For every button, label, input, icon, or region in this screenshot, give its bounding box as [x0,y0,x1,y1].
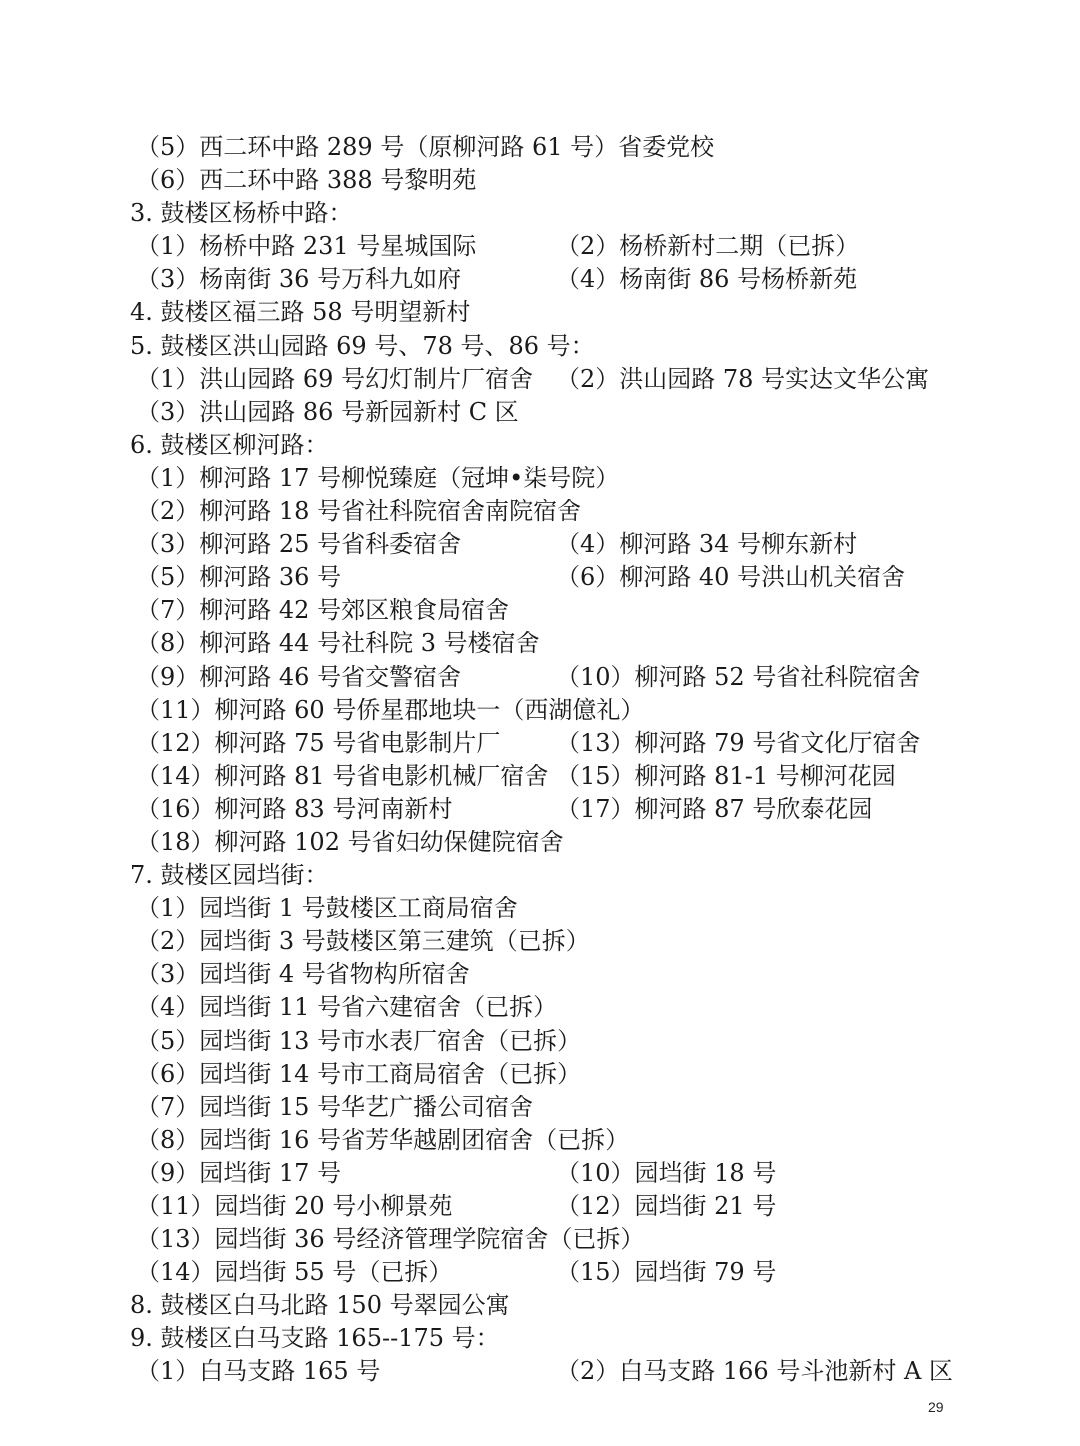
list-item: （9）柳河路 46 号省交警宿舍 （10）柳河路 52 号省社科院宿舍 [136,662,921,691]
list-item: （11）柳河路 60 号侨星郡地块一（西湖億礼） [136,695,645,724]
list-item: （16）柳河路 83 号河南新村 （17）柳河路 87 号欣泰花园 [136,794,873,823]
list-item: （6）西二环中路 388 号黎明苑 [136,166,477,195]
list-item: （3）柳河路 25 号省科委宿舍 （4）柳河路 34 号柳东新村 [136,530,858,559]
list-item: （14）柳河路 81 号省电影机械厂宿舍 （15）柳河路 81-1 号柳河花园 [136,761,896,790]
section-heading: 8. 鼓楼区白马北路 150 号翠园公寓 [130,1291,510,1320]
list-item: （13）园垱街 36 号经济管理学院宿舍（已拆） [136,1225,645,1254]
list-item: （5）柳河路 36 号 （6）柳河路 40 号洪山机关宿舍 [136,563,906,592]
page-number: 29 [928,1399,944,1415]
list-item: （1）洪山园路 69 号幻灯制片厂宿舍 （2）洪山园路 78 号实达文华公寓 [136,364,930,393]
list-item: （8）柳河路 44 号社科院 3 号楼宿舍 [136,629,540,658]
section-heading: 6. 鼓楼区柳河路： [130,430,329,459]
section-heading: 3. 鼓楼区杨桥中路： [130,199,353,228]
list-item: （3）杨南街 36 号万科九如府 （4）杨南街 86 号杨桥新苑 [136,265,858,294]
list-item: （3）园垱街 4 号省物构所宿舍 [136,960,470,989]
list-item: （7）园垱街 15 号华艺广播公司宿舍 [136,1092,534,1121]
section-heading: 5. 鼓楼区洪山园路 69 号、78 号、86 号： [130,331,595,360]
list-item: （9）园垱街 17 号 （10）园垱街 18 号 [136,1158,777,1187]
list-item: （11）园垱街 20 号小柳景苑 （12）园垱街 21 号 [136,1192,777,1220]
list-item: （1）柳河路 17 号柳悦臻庭（冠坤•柒号院） [136,463,620,492]
list-item: （1）白马支路 165 号 （2）白马支路 166 号斗池新村 A 区 [136,1357,953,1386]
list-item: （3）洪山园路 86 号新园新村 C 区 [136,397,519,426]
address-list [130,131,1010,1389]
list-item: （5）园垱街 13 号市水表厂宿舍（已拆） [136,1026,582,1055]
section-heading: 9. 鼓楼区白马支路 165--175 号： [130,1324,500,1353]
list-item: （8）园垱街 16 号省芳华越剧团宿舍（已拆） [136,1125,630,1154]
list-item: （4）园垱街 11 号省六建宿舍（已拆） [136,993,558,1022]
section-heading: 7. 鼓楼区园垱街： [130,861,329,890]
list-item: （14）园垱街 55 号（已拆） （15）园垱街 79 号 [136,1258,777,1287]
list-item: （1）杨桥中路 231 号星城国际 （2）杨桥新村二期（已拆） [136,232,860,261]
list-item: （12）柳河路 75 号省电影制片厂 （13）柳河路 79 号省文化厅宿舍 [136,728,921,757]
list-item: （7）柳河路 42 号郊区粮食局宿舍 [136,596,510,625]
list-item: （5）西二环中路 289 号（原柳河路 61 号）省委党校 [136,133,715,161]
list-item: （2）柳河路 18 号省社科院宿舍南院宿舍 [136,497,582,526]
list-item: （6）园垱街 14 号市工商局宿舍（已拆） [136,1059,582,1088]
list-item: （18）柳河路 102 号省妇幼保健院宿舍 [136,827,564,856]
list-item: （2）园垱街 3 号鼓楼区第三建筑（已拆） [136,927,590,956]
section-heading: 4. 鼓楼区福三路 58 号明望新村 [130,298,471,327]
list-item: （1）园垱街 1 号鼓楼区工商局宿舍 [136,894,518,923]
